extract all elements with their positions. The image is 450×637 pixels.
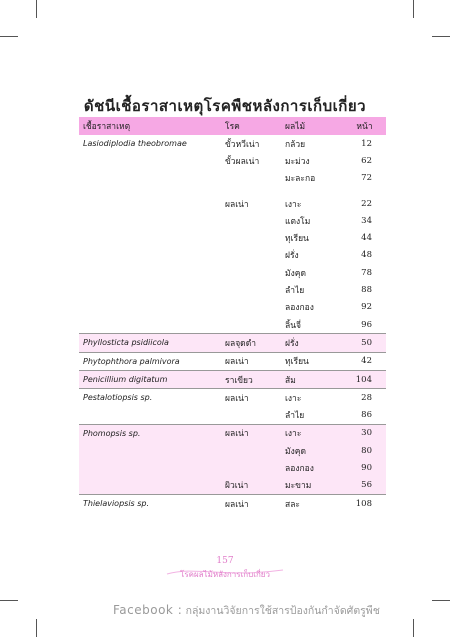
- cell-fungus: [79, 477, 221, 494]
- crop-mark: [0, 36, 18, 37]
- table-row: [79, 247, 386, 264]
- cell-fruit: ลิ้นจี่: [285, 320, 301, 331]
- table-row: [79, 299, 386, 316]
- index-table: [79, 117, 386, 512]
- cell-disease: [221, 299, 281, 316]
- cell-fruit: เงาะ: [285, 199, 302, 210]
- table-row: [79, 334, 386, 351]
- table-row: [79, 229, 386, 246]
- table-row: [79, 152, 386, 169]
- cell-fungus: [79, 152, 221, 169]
- cell-fungus: [79, 406, 221, 423]
- cell-page: 28: [361, 392, 372, 403]
- cell-disease: ราเขียว: [221, 371, 281, 388]
- cell-disease: ผิวเน่า: [221, 477, 281, 494]
- table-row: [79, 459, 386, 476]
- cell-page: 62: [361, 155, 372, 166]
- cell-disease: [221, 442, 281, 459]
- cell-fungus: Phyllosticta psidiicola: [79, 334, 221, 351]
- table-row: [79, 316, 386, 333]
- cell-disease: ผลเน่า: [225, 357, 249, 368]
- cell-fungus: [79, 247, 221, 264]
- table-header-row: [79, 117, 386, 135]
- cell-disease: ผลเน่า: [225, 499, 249, 510]
- cell-fruit: กล้วย: [285, 139, 306, 150]
- cell-fungus: Phytophthora palmivora: [83, 356, 180, 366]
- cell-disease: ผลเน่า: [225, 199, 249, 210]
- cell-page: 56: [343, 477, 386, 494]
- cell-page: 44: [361, 233, 372, 244]
- cell-fungus: [79, 229, 221, 246]
- cell-fruit: ทุเรียน: [285, 234, 309, 245]
- cell-fruit: เงาะ: [281, 425, 343, 442]
- header-page: หน้า: [343, 117, 386, 135]
- cell-fungus: [79, 212, 221, 229]
- table-row: [79, 170, 386, 187]
- table-row: [79, 135, 386, 152]
- cell-disease: [221, 247, 281, 264]
- cell-fungus: [79, 170, 221, 187]
- cell-fruit: แตงโม: [285, 216, 311, 227]
- crop-mark: [432, 600, 450, 601]
- cell-fruit: สละ: [285, 499, 300, 510]
- cell-disease: [221, 212, 281, 229]
- facebook-credit: [113, 602, 380, 619]
- cell-fruit: ลำไย: [285, 286, 305, 297]
- table-row: [79, 353, 386, 370]
- cell-page: 30: [343, 425, 386, 442]
- table-spacer: [79, 187, 386, 195]
- cell-fruit: ฝรั่ง: [281, 334, 343, 351]
- cell-fruit: ลองกอง: [285, 303, 314, 314]
- cell-page: 50: [343, 334, 386, 351]
- cell-page: 22: [361, 198, 372, 209]
- table-row: [79, 442, 386, 459]
- cell-page: 72: [361, 173, 372, 184]
- cell-disease: [221, 170, 281, 187]
- cell-page: 48: [361, 250, 372, 261]
- cell-disease: [221, 281, 281, 298]
- cell-page: 96: [361, 319, 372, 330]
- cell-fruit: มะละกอ: [285, 174, 316, 185]
- crop-mark: [36, 0, 37, 18]
- cell-fungus: [79, 299, 221, 316]
- cell-page: 104: [343, 371, 386, 388]
- cell-fungus: [79, 442, 221, 459]
- cell-disease: ผลเน่า: [221, 425, 281, 442]
- table-row: [79, 425, 386, 442]
- table-row: [79, 371, 386, 388]
- table-row: [79, 495, 386, 512]
- cell-fungus: [79, 264, 221, 281]
- crop-mark: [432, 36, 450, 37]
- cell-fruit: เงาะ: [285, 393, 302, 404]
- cell-fungus: Phomopsis sp.: [79, 425, 221, 442]
- table-row: [79, 195, 386, 212]
- header-disease: โรค: [221, 117, 281, 135]
- cell-disease: ขั้วผลเน่า: [225, 156, 260, 167]
- table-row: [79, 477, 386, 494]
- cell-disease: [221, 459, 281, 476]
- book-subtitle: โรคผลไม้หลังการเก็บเกี่ยว: [180, 570, 270, 579]
- facebook-label: Facebook :: [113, 603, 183, 617]
- cell-fruit: มะม่วง: [285, 156, 310, 167]
- cell-fungus: [79, 195, 221, 212]
- crop-mark: [36, 619, 37, 637]
- table-body: [79, 135, 386, 512]
- spacer-cell: [79, 187, 386, 195]
- cell-fungus: Thielaviopsis sp.: [83, 499, 150, 509]
- facebook-group: กลุ่มงานวิจัยการใช้สารป้องกันกำจัดศัตรูพืช: [185, 605, 380, 617]
- page-title: ดัชนีเชื้อราสาเหตุโรคพืชหลังการเก็บเกี่ยว: [83, 97, 367, 115]
- cell-page: 88: [361, 285, 372, 296]
- cell-disease: ผลเน่า: [225, 393, 249, 404]
- table-row: [79, 406, 386, 423]
- page-number: 157: [216, 556, 234, 566]
- cell-fruit: ลองกอง: [281, 459, 343, 476]
- header-fruit: ผลไม้: [281, 117, 343, 135]
- cell-fruit: ลำไย: [285, 411, 305, 422]
- cell-fungus: [79, 316, 221, 333]
- cell-disease: [221, 229, 281, 246]
- cell-page: 108: [355, 498, 372, 509]
- cell-fungus: Penicillium digitatum: [79, 371, 221, 388]
- cell-fungus: Lasiodiplodia theobromae: [83, 139, 187, 149]
- header-fungus: เชื้อราสาเหตุ: [79, 117, 221, 135]
- cell-page: 90: [343, 459, 386, 476]
- table-row: [79, 281, 386, 298]
- cell-fruit: มังคุด: [285, 268, 306, 279]
- cell-disease: ขั้วหวีเน่า: [225, 139, 260, 150]
- cell-fungus: [79, 459, 221, 476]
- cell-page: 92: [361, 302, 372, 313]
- table-row: [79, 389, 386, 406]
- cell-fungus: [79, 281, 221, 298]
- cell-disease: [221, 406, 281, 423]
- cell-disease: ผลจุดดำ: [221, 334, 281, 351]
- cell-page: 78: [361, 267, 372, 278]
- cell-page: 34: [361, 215, 372, 226]
- cell-page: 86: [361, 410, 372, 421]
- cell-fruit: ส้ม: [281, 371, 343, 388]
- cell-page: 42: [361, 356, 372, 367]
- cell-fruit: ทุเรียน: [285, 357, 309, 368]
- cell-disease: [221, 264, 281, 281]
- cell-fungus: Pestalotiopsis sp.: [83, 393, 153, 403]
- crop-mark: [0, 600, 18, 601]
- table-row: [79, 212, 386, 229]
- cell-page: 80: [343, 442, 386, 459]
- crop-mark: [413, 619, 414, 637]
- cell-fruit: มังคุด: [281, 442, 343, 459]
- cell-disease: [221, 316, 281, 333]
- table-row: [79, 264, 386, 281]
- cell-page: 12: [361, 138, 372, 149]
- cell-fruit: มะขาม: [281, 477, 343, 494]
- crop-mark: [413, 0, 414, 18]
- cell-fruit: ฝรั่ง: [285, 251, 299, 262]
